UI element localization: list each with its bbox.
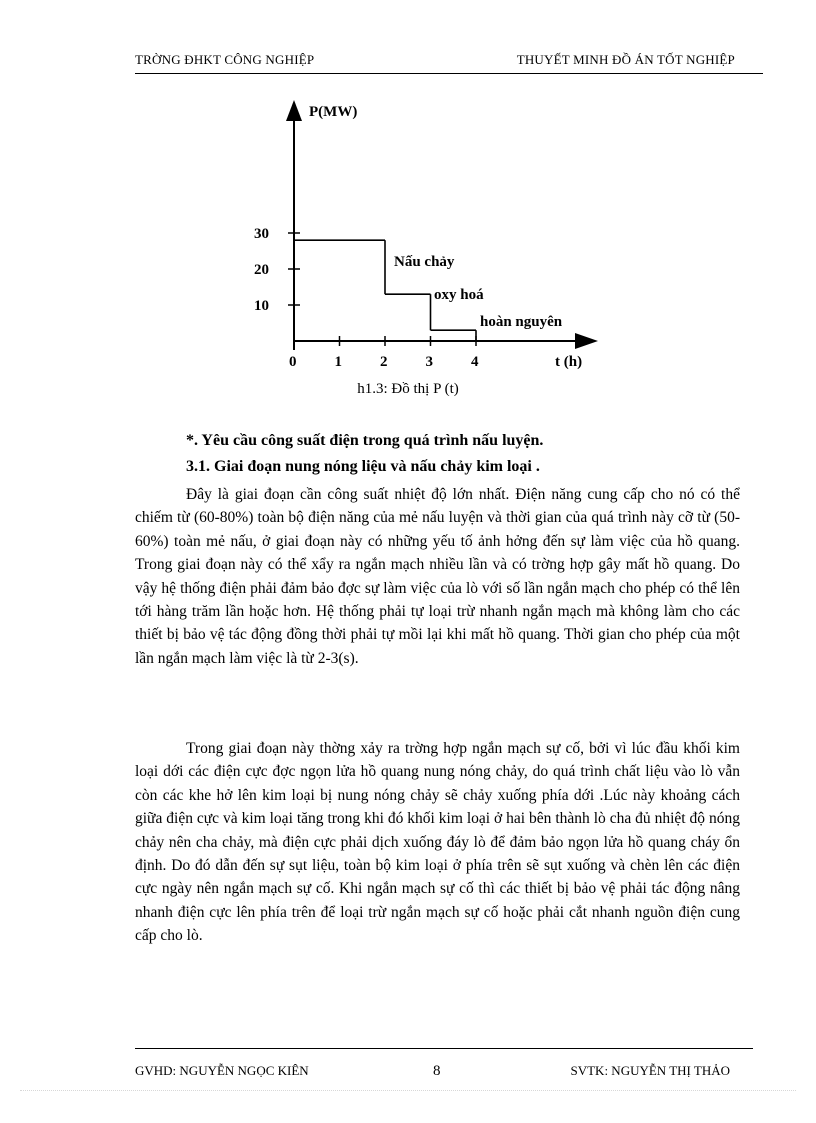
annotation-hoan-nguyen: hoàn nguyên	[480, 314, 563, 330]
page-footer	[135, 1063, 730, 1083]
footer-advisor: GVHD: NGUYỄN NGỌC KIÊN	[135, 1063, 309, 1078]
annotation-nau-chay: Nấu chảy	[394, 254, 455, 270]
figure-caption: h1.3: Đồ thị P (t)	[357, 381, 459, 397]
annotation-oxy-hoa: oxy hoá	[434, 287, 484, 303]
bottom-dotted-line	[20, 1090, 796, 1091]
x-tick-label: 1	[334, 354, 342, 370]
x-tick-label: 2	[380, 354, 388, 370]
y-axis-arrow	[286, 100, 302, 121]
y-tick-label: 20	[254, 262, 269, 278]
x-tick-label: 3	[425, 354, 433, 370]
page-number: 8	[433, 1063, 441, 1079]
footer-student: SVTK: NGUYỄN THỊ THẢO	[570, 1063, 730, 1078]
footer-rule	[135, 1048, 753, 1049]
y-axis-label: P(MW)	[309, 104, 358, 120]
power-time-chart	[0, 0, 816, 420]
paragraph-2: Trong giai đoạn này thờng xảy ra trờng hợp ngắn mạch sự cố, bởi vì lúc đầu khối kim loại dới các điện cực đợc ngọn lửa hồ quang nung nóng chảy, do quá trình chất liệu vào lò vẫn còn các khe hở lên kim loại bị nung nóng chảy sẽ chảy xuống phía dới .Lúc này khoảng cách giữa điện cực và kim loại tăng trong khi đó khối kim loại ở hai bên thành lò cha đủ nhiệt độ nóng chảy nên cha chảy, mà điện cực phải dịch xuống đáy lò để đảm bảo ngọn lửa hồ quang cháy ổn định. Do đó dẫn đến sự sụt liệu, toàn bộ kim loại ở phía trên sẽ sụt xuống và chèn lên các điện cực ngày nên ngắn mạch sự cố. Khi ngắn mạch sự cố thì các thiết bị bảo vệ phải tác động nâng nhanh điện cực lên phía trên để loại trừ ngắn mạch sự cố hoặc phải cắt nhanh nguồn điện cung cấp cho lò.	[135, 740, 740, 945]
x-axis-label: t (h)	[555, 354, 583, 370]
section-heading-3-1: 3.1. Giai đoạn nung nóng liệu và nấu chảy kim loại .	[186, 458, 540, 475]
y-tick-label: 30	[254, 226, 269, 242]
y-tick-label: 10	[254, 298, 269, 314]
x-axis-arrow	[575, 333, 598, 349]
x-tick-label: 0	[289, 354, 297, 370]
header-school: TRỜNG ĐHKT CÔNG NGHIỆP	[135, 52, 315, 67]
section-heading-requirement: *. Yêu cầu công suất điện trong quá trình nấu luyện.	[186, 432, 544, 449]
x-tick-label: 4	[471, 354, 479, 370]
paragraph-1: Đây là giai đoạn cần công suất nhiệt độ lớn nhất. Điện năng cung cấp cho nó có thể chiếm từ (60-80%) toàn bộ điện năng của mẻ nấu luyện và thời gian của quá trình này cỡ từ (50-60%) toàn mẻ nấu, ở giai đoạn này có những yếu tố ảnh hởng đến sự làm việc của hồ quang. Trong giai đoạn này có thể xẩy ra ngắn mạch nhiều lần và có trờng hợp gây mất hồ quang. Do vậy hệ thống điện phải đảm bảo đợc sự làm việc của lò với số lần ngắn mạch cho phép có thể lên tới hàng trăm lần hoặc hơn. Hệ thống phải tự loại trừ nhanh ngắn mạch mà không làm cho các thiết bị bảo vệ tác động đồng thời phải tự mồi lại khi mất hồ quang. Thời gian cho phép của một lần ngắn mạch làm việc là từ 2-3(s).	[135, 486, 740, 667]
header-doc-title: THUYẾT MINH ĐỒ ÁN TỐT NGHIỆP	[516, 52, 735, 67]
